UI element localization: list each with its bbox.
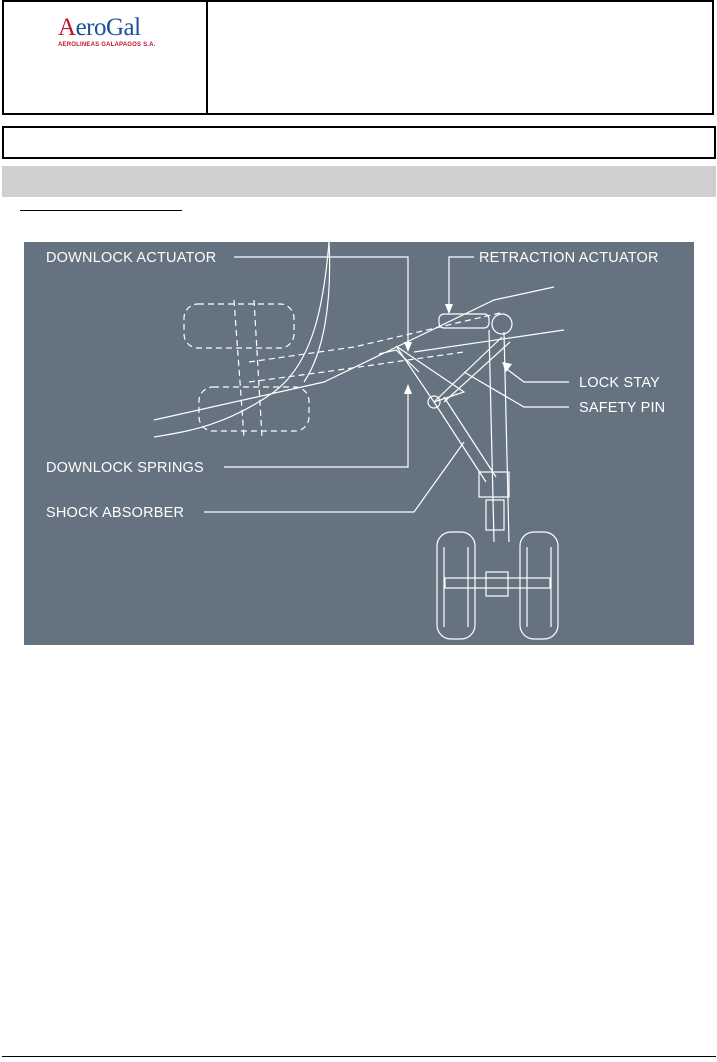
label-lock-stay: LOCK STAY bbox=[579, 375, 661, 391]
header-table bbox=[2, 0, 714, 115]
fuselage-line bbox=[154, 242, 329, 437]
right-wheel bbox=[520, 532, 558, 639]
lock-stay-shape bbox=[434, 337, 502, 402]
left-wheel bbox=[437, 532, 475, 639]
logo-word-rest: eroGal bbox=[75, 14, 141, 41]
logo-cell bbox=[4, 2, 208, 113]
retraction-actuator-leader bbox=[449, 257, 474, 312]
label-downlock-springs: DOWNLOCK SPRINGS bbox=[46, 460, 204, 476]
lock-stay-leader bbox=[504, 367, 569, 382]
shock-absorber-leader bbox=[204, 442, 464, 512]
info-row bbox=[2, 126, 716, 159]
main-strut bbox=[489, 330, 494, 542]
footer-line bbox=[2, 1056, 716, 1057]
logo-letter: A bbox=[58, 14, 76, 41]
label-shock-absorber: SHOCK ABSORBER bbox=[46, 505, 185, 521]
section-band bbox=[2, 166, 716, 197]
label-retraction-actuator: RETRACTION ACTUATOR bbox=[479, 250, 659, 266]
wing-line bbox=[154, 287, 554, 420]
aerogal-logo bbox=[58, 14, 141, 42]
downlock-springs-leader bbox=[224, 387, 408, 467]
logo-tagline: AEROLINEAS GALAPAGOS S.A. bbox=[58, 42, 156, 48]
safety-pin-leader bbox=[464, 372, 569, 407]
axle bbox=[445, 578, 550, 588]
landing-gear-drawing bbox=[24, 242, 694, 645]
label-downlock-actuator: DOWNLOCK ACTUATOR bbox=[46, 250, 217, 266]
label-safety-pin: SAFETY PIN bbox=[579, 400, 666, 416]
section-underline bbox=[20, 210, 182, 211]
landing-gear-figure bbox=[24, 242, 694, 645]
